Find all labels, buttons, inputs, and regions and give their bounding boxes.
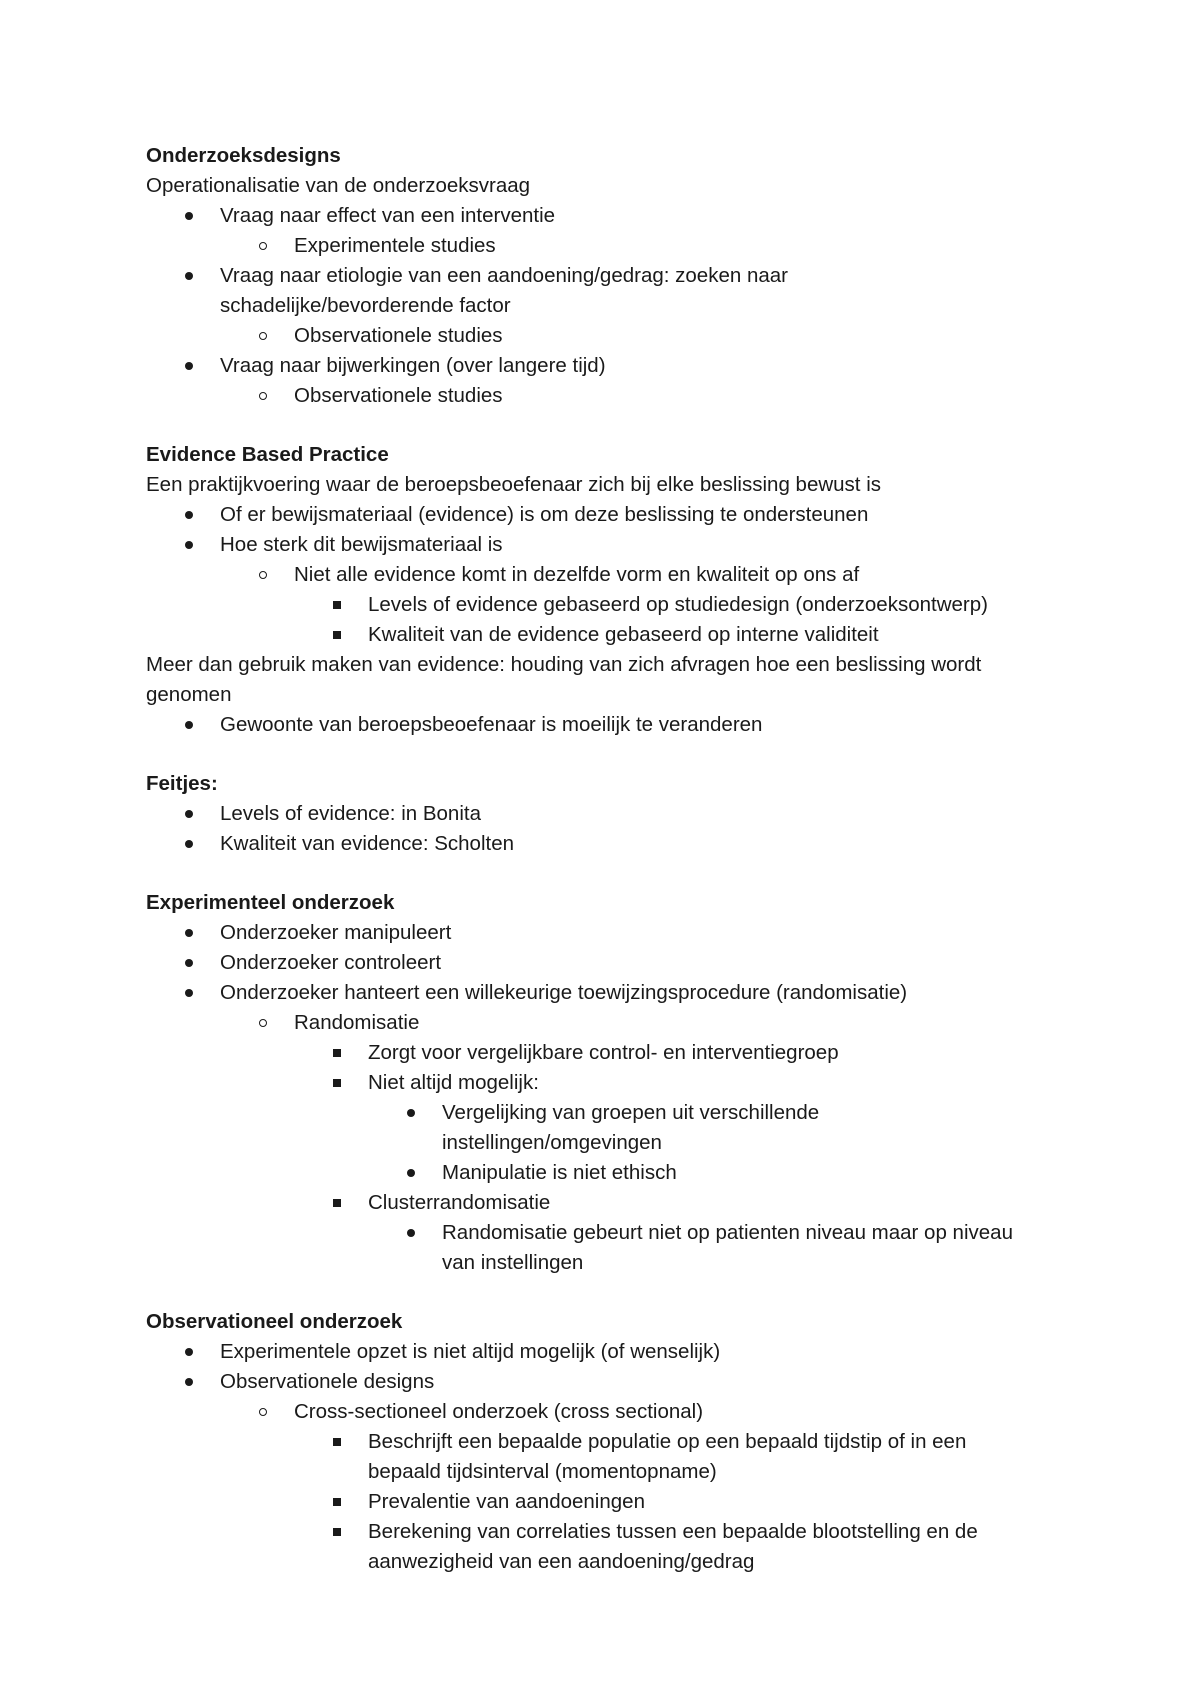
bullet-square-icon xyxy=(333,1528,341,1536)
bullet-disc-icon xyxy=(185,929,193,937)
bullet-disc-icon xyxy=(185,511,193,519)
bullet-circle-icon xyxy=(259,571,267,579)
bullet-disc-icon xyxy=(185,959,193,967)
bullet-disc-icon xyxy=(185,541,193,549)
bullet-disc-icon xyxy=(185,272,193,280)
bullet-disc-icon xyxy=(185,840,193,848)
bullet-disc-icon xyxy=(185,1378,193,1386)
bullet-disc-icon xyxy=(407,1229,415,1237)
bullet-circle-icon xyxy=(259,392,267,400)
bullet-disc-icon xyxy=(185,721,193,729)
bullet-disc-icon xyxy=(185,989,193,997)
bullet-disc-icon xyxy=(185,212,193,220)
bullet-square-icon xyxy=(333,1498,341,1506)
bullet-circle-icon xyxy=(259,1408,267,1416)
bullet-circle-icon xyxy=(259,1019,267,1027)
bullet-square-icon xyxy=(333,1199,341,1207)
document-page: Onderzoeksdesigns Operationalisatie van de onderzoeksvraag Vraag naar effect van een interventie Experimentele studies Vraag naar etiologie van een aandoening/gedrag: zoeken naar schadelijke/bevorderende factor Observationele studies Vraag naar bijwerkingen (over langere tijd) Observationele studies Evidence Based Practice Een praktijkvoering waar de beroepsbeoefenaar zich bij elke beslissing bewust is Of er bewijsmateriaal (evidence) is om deze beslissing te ondersteunen Hoe sterk dit bewijsmateriaal is Niet alle evidence komt in dezelfde vorm en kwaliteit op ons af Levels of evidence gebaseerd op studiedesign (onderzoeksontwerp) Kwaliteit van de evidence gebaseerd op interne validiteit Meer dan gebruik maken van evidence: houding van zich afvragen hoe een beslissing wordt genomen Gewoonte van beroepsbeoefenaar is moeilijk te veranderen Feitjes: Levels of evidence: in Bonita Kwaliteit van evidence: Scholten Experimenteel onderzoek Onderzoeker manipuleert Onderzoeker controleert Onderzoeker hanteert een willekeurige toewijzingsprocedure (randomisatie) Randomisatie Zorgt voor vergelijkbare control- en interventiegroep Niet altijd mogelijk: Vergelijking van groepen uit verschillende instellingen/omgevingen Manipulatie is niet ethisch Clusterrandomisatie Randomisatie gebeurt niet op patienten niveau maar op niveau van instellingen Observationeel onderzoek Experimentele opzet is niet altijd mogelijk (of wenselijk) Observationele designs Cross-sectioneel onderzoek (cross sectional) Beschrijft een bepaalde populatie op een bepaald tijdstip of in een bepaald tijdsinterval (momentopname) Prevalentie van aandoeningen Berekening van correlaties tussen een bepaalde blootstelling en de aanwezigheid van een aandoening/gedrag xyxy=(146,144,1013,1573)
bullet-square-icon xyxy=(333,601,341,609)
bullet-square-icon xyxy=(333,631,341,639)
bullet-square-icon xyxy=(333,1049,341,1057)
bullet-disc-icon xyxy=(185,810,193,818)
bullet-square-icon xyxy=(333,1079,341,1087)
bullet-square-icon xyxy=(333,1438,341,1446)
bullet-disc-icon xyxy=(185,1348,193,1356)
bullet-disc-icon xyxy=(185,362,193,370)
bullet-disc-icon xyxy=(407,1169,415,1177)
bullet-disc-icon xyxy=(407,1109,415,1117)
bullet-circle-icon xyxy=(259,332,267,340)
bullet-circle-icon xyxy=(259,242,267,250)
